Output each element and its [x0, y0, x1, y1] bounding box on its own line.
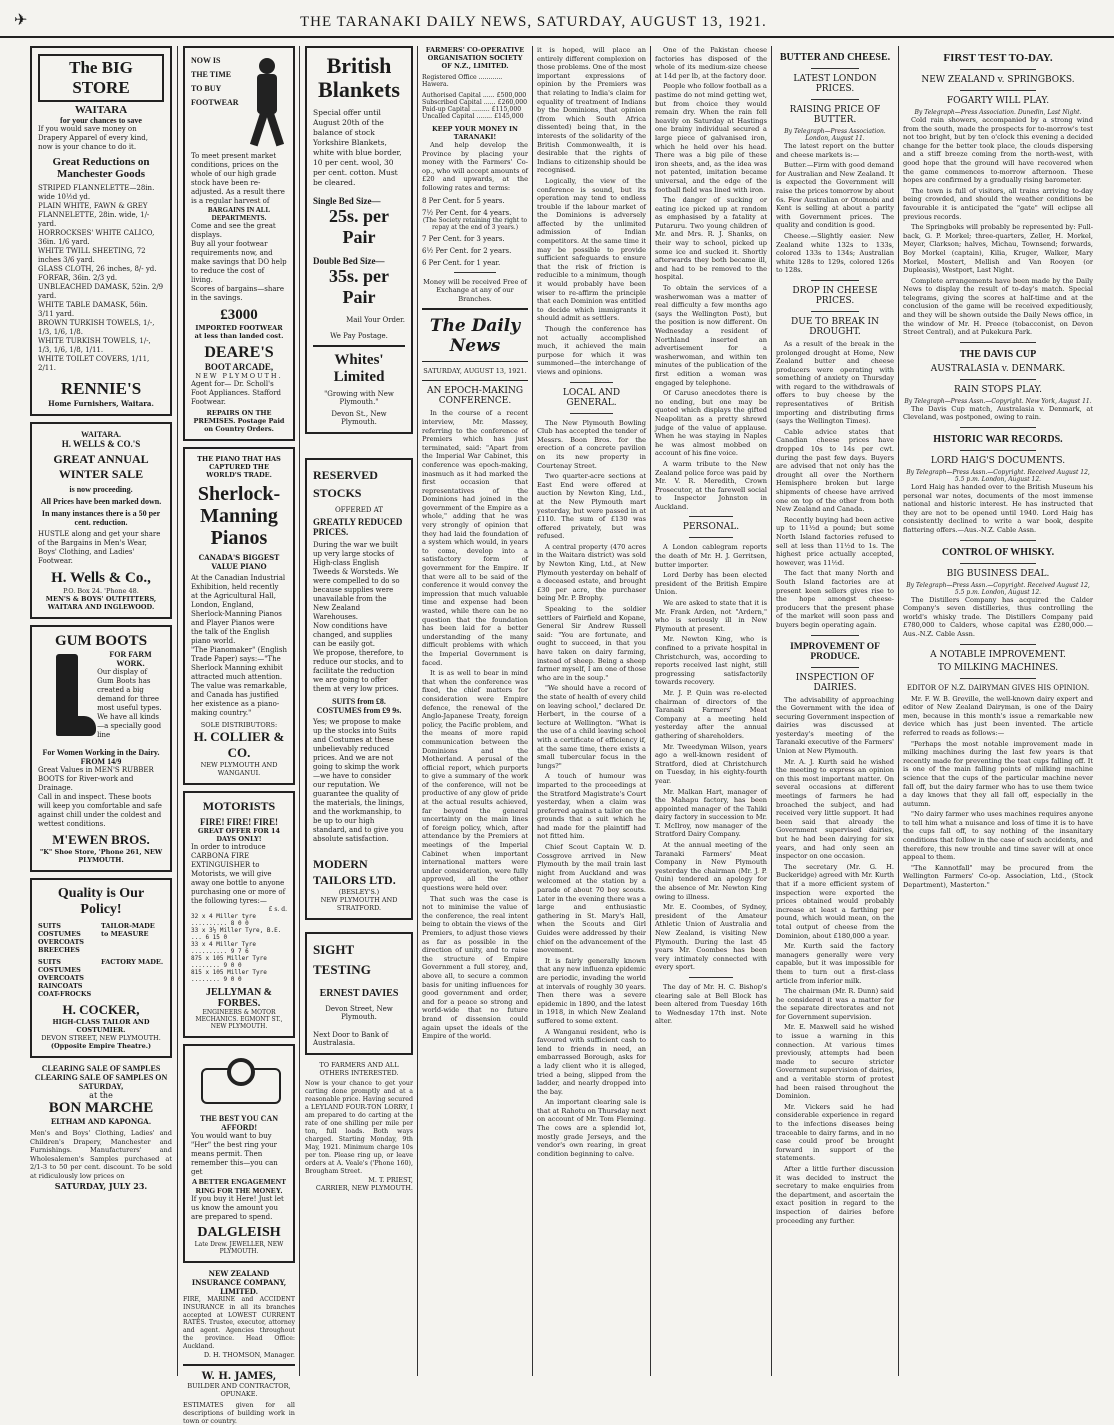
big-store-item: WHITE TURKISH TOWELS, 1/-, 1/3, 1/6, 1/8, 1/11.: [38, 337, 151, 354]
column-rule: [417, 46, 418, 1376]
milking-paragraph: Mr. F. W. B. Greville, the well-known dairy expert and editor of New Zealand Dairyman, is one of the Dairy men, because in this month's issue a remarkable new device which has just been invented. The article referred to reads as follows:—: [903, 694, 1093, 737]
gum-boots-title: GUM BOOTS: [54, 633, 148, 649]
big-store-item: STRIPED FLANNELETTE—28in. wide 10½d yd.: [38, 184, 155, 201]
tyre-row: 33 x 3½ Miller Tyre, B.E. ... 6 15 0: [191, 927, 282, 941]
deares-boot-arcade: BOOT ARCADE,: [204, 362, 274, 372]
column-rule: [532, 46, 533, 1376]
wells-hustle: HUSTLE along and get your share of the Bargains in Men's Wear, Boys' Clothing, and Ladies' Footwear.: [38, 530, 161, 565]
rule: [454, 272, 496, 273]
drought-paragraph: As a result of the break in the prolonged drought at Home, New Zealand butter and cheese producers were operating with something of anxiety on Thursday with regard to the withdrawals of offers to buy cheese by the representatives of British importing and distributing firms (says the Wellington Times).: [776, 339, 894, 426]
bon-marche-clearing: CLEARING SALE OF SAMPLES CLEARING SALE OF SAMPLES ON SATURDAY,: [34, 1064, 168, 1091]
big-store-item: UNBLEACHED DAMASK, 52in. 2/9 yard.: [38, 283, 164, 300]
ernest-davies-address: Devon Street, New Plymouth.: [325, 1005, 393, 1021]
sherlock-logo: Sherlock-Manning Pianos: [197, 483, 281, 549]
james-estimates: ESTIMATES given for all descriptions of building work in town or country.: [183, 1400, 295, 1425]
big-store-item: WHITE TWILL SHEETING, 72 inches 3/6 yard.: [38, 247, 146, 264]
rennies-logo: RENNIE'S: [60, 379, 142, 398]
rule: [689, 516, 734, 517]
whites-address: Devon St., New Plymouth.: [331, 410, 387, 426]
column-rule: [898, 46, 899, 1376]
whites-single-label: Single Bed Size—: [313, 196, 381, 206]
haig-byline: By Telegraph—Press Assn.—Copyright. Received August 12, 5.5 p.m. London, August 12.: [906, 469, 1090, 484]
test-paragraph: Complete arrangements have been made by the Daily News to display the result of to-day's match. Special telegrams, giving the scores at half-time and at the conclusion of the game will be received expeditiously, and they will be shown outside the Daily News office, in the window of Mr. H. Preece (tobacconist, on Devon Street Central), and at Pukekura Park.: [903, 276, 1093, 337]
whites-logo: Whites' Limited: [333, 352, 385, 385]
deares-repairs: REPAIRS ON THE PREMISES. Postage Paid on Country Orders.: [193, 409, 285, 433]
ad-divider: [313, 345, 405, 347]
butter-cheese-headline: BUTTER AND CHEESE.: [779, 52, 891, 63]
mcewen-logo: M'EWEN BROS.: [52, 832, 150, 847]
big-store-item: WHITE TABLE DAMASK, 56in. 3/11 yard.: [38, 301, 148, 318]
masthead-title: THE TARANAKI DAILY NEWS, SATURDAY, AUGUST 13, 1921.: [300, 14, 767, 30]
reserved-text-3: We propose, therefore, to reduce our stocks, and to facilitate the reduction we are going to offer them at very low prices.: [313, 649, 404, 693]
drought-paragraph: Recently buying had been active up to 11½d a pound; but some North Island factories refused to sell at less than 11½d to 1s. The highest price actually accepted, however, was 11½d.: [776, 515, 894, 567]
dalgleish-sub: Late Drew. JEWELLER, NEW PLYMOUTH.: [194, 1241, 284, 1255]
reserved-offered: OFFERED AT: [334, 506, 384, 514]
editorial-paragraph: That such was the case is not to minimise the value of the conference, the real intent being to obtain the views of the Premiers, to adjust those views as far as possible in the direction of unity, and to raise the structure of Empire Government a full storey, and, above all, to secure a common basis for uniting influences for good government and order, and for a peace so strong and world-wide that no future brand of dissension could again upset the ideals of the Empire of the world.: [422, 894, 528, 1041]
big-store-chance: for your chances to save: [60, 116, 142, 125]
rule: [811, 635, 858, 636]
milking-subhead: TO MILKING MACHINES.: [937, 662, 1059, 673]
gum-boots-inspect: Call in and inspect. These boots will keep you comfortable and safe against chill under the coldest and wettest conditions.: [38, 793, 162, 828]
gum-boots-farm-work: FOR FARM WORK.: [109, 650, 152, 668]
cocker-factory-list: SUITS COSTUMES OVERCOATS RAINCOATS COAT-FROCKS: [38, 958, 92, 998]
wells-winter-sale: GREAT ANNUAL WINTER SALE: [53, 452, 149, 481]
cocker-logo: H. COCKER,: [62, 1002, 140, 1017]
reserved-stocks: RESERVED STOCKS: [313, 468, 378, 500]
wells-ad: [30, 422, 172, 619]
rule: [960, 427, 1036, 428]
wells-name: H. WELLS & CO.'S: [61, 439, 141, 449]
daily-news-date: SATURDAY, AUGUST 13, 1921.: [423, 367, 527, 376]
priest-text: Now is your chance to get your carting done promptly and at a reasonable price. Having secured a LEYLAND FOUR-TON LORRY, I am prepared to do carting at the rate of one shilling per mile per ton, full loads. Both ways charged. Starting Monday, 9th May, 1921. Minimum charge 10s per ton. Please ring up, or leave orders at A. Veale's ('Phone 160), Brougham Street.: [305, 1080, 413, 1175]
personal-paragraph: Mr. Tweedyman Wilson, years ago a well-known resident of Stratford, died at Christchurch on Tuesday, in his eighty-fourth year.: [655, 742, 767, 785]
column-rule: [177, 46, 178, 1376]
test-paragraph: Cold rain showers, accompanied by a strong wind from the south, made the prospects for to-morrow's test not too bright, but by ten o'clock this evening a decided change for the better took place, the clouds dispersing and a stiff breeze coming from the north-west, with good hope that the ground will have recovered when the game commences to-morrow afternoon. These hopes are confirmed by a gradually rising barometer.: [903, 116, 1093, 185]
cocker-tailor-made: TAILOR-MADE to MEASURE: [101, 922, 155, 938]
column-1-ads: [30, 46, 172, 1376]
masthead-ornament-icon: ✈: [14, 10, 28, 29]
ad-divider: [183, 1364, 295, 1366]
inspection-paragraph: Mr. A. J. Kurth said he wished the meeting to express an opinion on this most important matter. On several occasions at different meetings of farmers he had broached the subject, and had received very little support. It had been said that already the Government supervised dairies, but he had been dairying for six years, and had only seen an inspector on one occasion.: [776, 757, 894, 861]
improvement-headline: IMPROVEMENT OF PRODUCE.: [790, 641, 880, 662]
farmers-rate: 7 Per Cent. for 3 years.: [422, 234, 505, 243]
local-paragraph: An important clearing sale is that at Rahotu on Thursday next on account of Mr. Tom Fleming. The cows are a splendid lot, mostly grade Jerseys, and the vendor's own rearing, in great condition beginning to calve.: [537, 1098, 646, 1158]
big-store-item: WHITE TOILET COVERS, 1/11, 2/11.: [38, 355, 150, 372]
rule: [960, 644, 1036, 645]
whites-text: Special offer until August 20th of the balance of stock Yorkshire Blankets, white with blue border, 10 per cent. wool, 30 per cent. cotton. Must be cleared.: [313, 108, 402, 187]
nz-insurance-text: FIRE, MARINE and ACCIDENT INSURANCE in all its branches accepted at LOWEST CURRENT RATES. Trustee, executor, attorney and agent. Agencies throughout the province. Head Office: Auckland.: [183, 1296, 295, 1350]
ernest-davies-next-door: Next Door to Bank of Australasia.: [313, 1031, 389, 1047]
tyre-row: 33 x 4 Miller Tyre .......... 9 7 6: [191, 941, 257, 955]
davis-cup-headline: THE DAVIS CUP: [959, 348, 1037, 360]
farmers-society-note: (The Society retaining the right to repay at the end of 3 years.): [422, 216, 528, 231]
local-paragraph: Chief Scout Captain W. D. Cossgrove arrived in New Plymouth by the mail train last night from Auckland and was welcomed at the station by a parade of about 70 boy scouts. Later in the evening there was a large and enthusiastic gathering in St. Mary's Hall, when the Scouts and Girl Guides were addressed by their chief on the advancement of the movement.: [537, 843, 646, 955]
rain-subhead: RAIN STOPS PLAY.: [953, 384, 1042, 395]
butter-byline: By Telegraph—Press Association. London, August 11.: [784, 128, 886, 142]
farmers-registered: Registered Office ............ Hawera.: [422, 74, 503, 88]
deares-ad: [183, 46, 295, 441]
cocker-quality: Quality is Our Policy!: [57, 886, 145, 917]
wells-box: P.O. Box 24. 'Phone 48.: [63, 587, 139, 595]
big-store-intro: If you would save money on Drapery Apparel of every kind, now is your chance to do it.: [38, 125, 148, 151]
column-7-produce: [776, 46, 894, 1376]
rule: [960, 90, 1036, 91]
rule: [811, 99, 858, 100]
column-6-personal: [655, 46, 767, 1376]
personal-paragraph: At the annual meeting of the Taranaki Farmers' Meat Company in New Plymouth yesterday the chairman (Mr. J. P. Quin) tendered an apology for the absence of Mr. Newton King owing to illness.: [655, 841, 767, 901]
rule: [960, 342, 1036, 343]
bon-marche-town: ELTHAM AND KAPONGA.: [50, 1117, 152, 1126]
priest-name: M. T. PRIEST,: [368, 1176, 413, 1184]
masthead-divider: [422, 308, 528, 310]
davis-byline: By Telegraph—Press Assn.—Copyright. New York, August 11.: [904, 397, 1092, 405]
whites-double-price: 35s. per Pair: [329, 266, 389, 307]
dalgleish-if: If you buy it Here! Just let us know the amount you are prepared to spend.: [191, 1195, 284, 1221]
inspection-paragraph: Mr. E. Maxwell said he wished to issue a warning in this connection. At various times previously, attempts had been made to secure stricter Government supervision of dairies, and a veritable storm of protest had been raised throughout the Dominion.: [776, 1023, 894, 1101]
tyre-row: 32 x 4 Miller tyre .......... 8 0 0: [191, 913, 257, 927]
local-paragraph: One of the Pakistan cheese factories has disposed of the whole of its medium-size cheese at 14d per lb, at the factory door.: [655, 46, 767, 80]
dalgleish-better: A BETTER ENGAGEMENT RING FOR THE MONEY.: [191, 1177, 287, 1195]
rule: [811, 311, 858, 312]
collier-address: NEW PLYMOUTH AND WANGANUI.: [200, 761, 278, 777]
bon-marche-date: SATURDAY, JULY 23.: [54, 1180, 148, 1191]
rule: [811, 68, 858, 69]
rule: [960, 563, 1036, 564]
whites-growing: "Growing with New Plymouth.": [324, 390, 394, 406]
local-paragraph: A touch of humour was imparted to the proceedings at the Stratford Magistrate's Court yesterday, when a claim was preferred against a tailor on the grounds that a suit which he had made for the plaintiff had not fitted him.: [537, 772, 646, 841]
nz-insurance-ad: [183, 1269, 295, 1425]
motorists-ad: [183, 791, 295, 1038]
personal-paragraph: Mr. Newton King, who is confined to a private hospital in Christchurch, was, according to reports received last night, still progressing satisfactorily towards recovery.: [655, 635, 767, 687]
deares-scores: Scores of bargains—share in the savings.: [191, 285, 285, 302]
motorists-offer: GREAT OFFER FOR 14 DAYS ONLY!: [197, 827, 281, 843]
whites-single-price: 25s. per Pair: [329, 206, 389, 247]
rule: [570, 382, 614, 383]
nz-v-springboks-subhead: NEW ZEALAND v. SPRINGBOKS.: [921, 75, 1075, 85]
rule: [960, 450, 1036, 451]
butter-paragraph: Butter.—Firm with good demand for Australian and New Zealand. It is expected the Government will raise the prices tomorrow by about 6s. Few Australian or Otomobi and Kent is selling at about a parity with Government prices. The quality and condition is good.: [776, 161, 894, 230]
rule: [960, 540, 1036, 541]
big-store-item: GLASS CLOTH, 26 inches, 8/- yd.: [38, 265, 157, 273]
notable-subhead: A NOTABLE IMPROVEMENT.: [930, 649, 1066, 660]
big-deal-subhead: BIG BUSINESS DEAL.: [946, 568, 1050, 579]
wells-logo: H. Wells & Co.,: [51, 570, 151, 586]
editor-subhead: EDITOR OF N.Z. DAIRYMAN GIVES HIS OPINION.: [906, 683, 1090, 692]
inspection-paragraph: The secretary (Mr. G. H. Buckeridge) agreed with Mr. Kurth that if a more efficient system of inspection were exported the prices obtained would probably increase at least a farthing per pound, which would mean, on the total output of cheese from the Dominion, about £180,000 a year.: [776, 862, 894, 940]
deares-imported: IMPORTED FOOTWEAR at less than landed cost.: [194, 324, 284, 340]
local-paragraph: Speaking to the soldier settlers of Fairfield and Kopane, General Sir Andrew Russell said: "You are fortunate, and ought to succeed, in that you have taken on dairy farming, instead of sheep. Being a sheep farmer myself, I am one of those who are in the soup.": [537, 605, 646, 682]
column-3-ads: [305, 46, 413, 1376]
big-store-logo: The BIG STORE: [38, 54, 164, 102]
inspection-paragraph: Mr. Vickers said he had considerable experience in regard to the infections diseases being traceable to dairy farms, and in no case could proof be brought forward in support of the statements.: [776, 1102, 894, 1163]
latest-prices-subhead: LATEST LONDON PRICES.: [793, 74, 877, 94]
whisky-byline: By Telegraph—Press Assn.—Copyright. Received August 12, 5.5 p.m. London, August 12.: [906, 581, 1090, 596]
bon-marche-logo: BON MARCHE: [48, 1100, 154, 1116]
modern-tailors-ad: [305, 458, 413, 920]
motorists-title: MOTORISTS: [202, 799, 276, 813]
rule: [811, 667, 858, 668]
inspection-paragraph: After a little further discussion it was decided to instruct the secretary to make enquiries from the department, and ascertain the exact position in regard to the inspection of dairies before proceeding any further.: [776, 1164, 894, 1225]
column-2-ads: [183, 46, 295, 1425]
masthead-divider: [422, 380, 528, 381]
jellyman-logo: JELLYMAN & FORBES.: [205, 987, 273, 1009]
column-rule: [650, 46, 651, 1376]
butter-paragraph: Cheese.—Slightly easier. New Zealand white 132s to 133s, colored 133s to 134s; Australian white 128s to 129s, colored 126s to 128s.: [776, 231, 894, 275]
davis-cup-subhead: AUSTRALASIA v. DENMARK.: [930, 363, 1066, 374]
motorists-text: In order to introduce CARBONA FIRE EXTINGUISHER to Motorists, we will give away one bottle to anyone purchasing one or more of the following tyres:—: [191, 843, 286, 905]
fogarty-subhead: FOGARTY WILL PLAY.: [946, 96, 1050, 106]
personal-paragraph: The day of Mr. H. C. Bishop's clearing sale at Bell Block has been altered from Tuesday 16th to Wednesday 17th inst. Note alter.: [655, 982, 767, 1026]
gum-boots-text: Our display of Gum Boots has created a big demand for three most useful types.: [97, 668, 162, 712]
masthead: [0, 0, 1114, 38]
personal-paragraph: Mr. J. P. Quin was re-elected chairman of directors of the Taranaki Farmers' Meat Company at a meeting held yesterday after the annual gathering of shareholders.: [655, 688, 767, 740]
local-paragraph: "We should have a record of the state of health of every child on leaving school," declared Dr. Herbert, in the course of a lecture at Wellington. "What is the use of a child leaving school with a certificate of efficiency if, at the same time, there exists a small tubercular focus in the lungs?": [537, 684, 646, 770]
gum-boots-ad: [30, 625, 172, 872]
big-store-item: HORROCKSES' WHITE CALICO, 36in. 1/6 yard.: [38, 229, 155, 246]
big-store-reductions: Great Reductions on Manchester Goods: [52, 156, 150, 180]
farmers-keep-money: KEEP YOUR MONEY IN TARANAKI!: [432, 125, 518, 141]
haig-subhead: LORD HAIG'S DOCUMENTS.: [930, 456, 1066, 467]
rule: [960, 69, 1036, 70]
local-paragraph: People who follow football as a pastime do not mind getting wet, but from choice they would remain dry. When the rain fell heavily on Saturday at Hastings one brainy individual secured a large piece of galvanised iron, which he held over his head. There was a big pile of these iron sheets, and, as the idea was not patented, imitation became universal, and the edge of the football field was lined with iron.: [655, 82, 767, 194]
personal-headline: PERSONAL.: [682, 522, 740, 533]
historic-records-headline: HISTORIC WAR RECORDS.: [933, 434, 1063, 446]
whisky-headline: CONTROL OF WHISKY.: [941, 546, 1055, 558]
inspection-paragraph: The chairman (Mr. R. Dunn) said he considered it was a matter for the separate directorates and not for Government supervision.: [776, 987, 894, 1021]
column-5-local: [537, 46, 646, 1376]
farmers-keep-text: And help develop the Province by placing your money with the Farmers' Co-op., who will accept amounts of £20 and upwards, at the following rates and terms:: [422, 141, 528, 192]
sherlock-pianomaker: "The Pianomaker" (English Trade Paper) says:—"The Sherlock Manning exhibit attracted much attention. The value was remarkable, and Canada has justified her existence as a piano-making country.": [191, 646, 288, 717]
reserved-greatly: GREATLY REDUCED PRICES.: [313, 517, 403, 537]
farmers-capital: Uncalled Capital ........ £145,000: [422, 113, 524, 120]
rule: [960, 678, 1036, 679]
farmers-title: FARMERS' CO-OPERATIVE ORGANISATION SOCIETY OF N.Z., LIMITED.: [425, 46, 525, 70]
drop-cheese-headline: DROP IN CHEESE PRICES.: [792, 285, 878, 306]
big-store-item: PLAIN WHITE, FAWN & GREY FLANNELETTE, 28in. wide, 1/- yard.: [38, 202, 150, 228]
modern-address: NEW PLYMOUTH AND STRATFORD.: [320, 896, 398, 912]
wells-outfitters: MEN'S & BOYS' OUTFITTERS, WAITARA AND INGLEWOOD.: [45, 595, 157, 611]
local-paragraph: The danger of sucking or eating ice picked up at random as emphasised by a fatality at Putaruru. Two young children of Mr. and Mrs. R. J. Shanks, on their way to school, picked up some ice and sucked it. Shortly afterwards they both became ill, and had to be removed to the hospital.: [655, 196, 767, 282]
editorial-paragraph: it is hoped, will place an entirely different complexion on those problems. One of the most important expressions of opinion by the Premiers was that relating to India's claim for equality of treatment of Indians by the Dominions, that opinion (from which South Africa dissented) being that, in the interests of the solidarity of the British Commonwealth, it is desirable that the rights of Indians to citizenship should be recognised.: [537, 46, 646, 175]
rennies-tagline: Home Furnishers, Waitara.: [48, 399, 154, 408]
whites-double-label: Double Bed Size—: [313, 256, 385, 266]
whites-postage: We Pay Postage.: [330, 332, 388, 340]
sherlock-ad: [183, 447, 295, 785]
sherlock-text: At the Canadian Industrial Exhibition, held recently at the Agricultural Hall, London, England, Sherlock-Manning Pianos and Player Pianos were the talk of the English piano world.: [191, 574, 286, 645]
local-paragraph: A warm tribute to the New Zealand police force was paid by Mr. V. R. Meredith, Crown Prosecutor, at the farewell social to Inspector Johnston in Auckland.: [655, 459, 767, 511]
big-store-item: BROWN TURKISH TOWELS, 1/-, 1/3, 1/6, 1/8.: [38, 319, 155, 336]
daily-news-masthead: The Daily News: [429, 316, 521, 357]
local-general-headline: LOCAL AND GENERAL.: [562, 387, 621, 408]
reserved-text-2: Now conditions have changed, and supplies can be easily got.: [313, 622, 393, 648]
deares-come-see: Come and see the great displays.: [191, 222, 276, 239]
milking-paragraph: "Perhaps the most notable improvement made in milking machines during the last few years is that recently made for preventing the teat cups falling off. It is one of the main falling points of milking machine science that the cups of the particular machine never fall off, but the dairy farmer who has to use them twice a day knows that they all fall off, especially in the autumn.: [903, 739, 1093, 808]
milking-paragraph: "No dairy farmer who uses machines requires anyone to tell him what a nuisance and loss of time it is to have the cups fall off, to say nothing of the insanitary conditions that follow in the case of such accidents, and therefore, this new trouble and time saver will at once appeal to them.: [903, 810, 1093, 862]
cocker-address: DEVON STREET, NEW PLYMOUTH.: [41, 1034, 161, 1042]
column-8-cables: [903, 46, 1093, 1376]
personal-paragraph: Lord Derby has been elected president of the British Empire Union.: [655, 571, 767, 597]
big-store-item: FORFAR, 36in. 2/3 yd.: [38, 274, 118, 282]
editorial-headline: AN EPOCH-MAKING CONFERENCE.: [426, 386, 524, 407]
gum-boots-women: For Women Working in the Dairy. FROM 14/9: [42, 748, 160, 766]
reserved-text: During the war we built up very large stocks of High-class English Tweeds & Worsteds. We were compelled to do so because supplies were unavailable from the New Zealand Warehouses.: [313, 541, 400, 621]
farmers-capital: Paid-up Capital ......... £115,000: [422, 106, 522, 113]
james-sub: BUILDER AND CONTRACTOR, OPUNAKE.: [187, 1381, 291, 1398]
farmers-remit: Money will be received Free of Exchange at any of our Branches.: [423, 277, 527, 303]
deares-logo: DEARE'S: [204, 344, 274, 361]
tyre-row: 815 x 105 Miller Tyre ........ 9 0 0: [191, 969, 267, 983]
davis-paragraph: The Davis Cup match, Australasia v. Denmark, at Cleveland, was postponed, owing to rain.: [903, 404, 1093, 422]
deares-now-time: NOW IS THE TIME TO BUY FOOTWEAR: [191, 56, 239, 107]
whites-ad: [305, 46, 413, 434]
editorial-paragraph: It is as well to bear in mind that when the conference was fixed, the chief matters for consideration were Empire defence, the renewal of the Anglo-Japanese Treaty, foreign policy, the Pacific problem, and the means of more rapid communication between the Dominions and the Motherland. A perusal of the official report, which purports to give a summary of the work of the conference, will not be productive of any glow of pride at the actual results achieved, far beyond the general uncertainty on the main lines of foreign policy, which, after attendance by the Premiers at meetings of the Imperial Cabinet when important international matters were under consideration, were fully approved, all the other questions were held over.: [422, 669, 528, 892]
wells-instances: In many instances there is a 50 per cent. reduction.: [41, 509, 161, 527]
walking-man-icon: [239, 58, 287, 148]
haig-paragraph: Lord Haig has handed over to the British Museum his personal war notes, documents of the most immense national and historic interest. He has instructed that they are not to be opened until 1940. Lord Haig has consistently declined to write a war book, despite flattering offers.—Aus.-N.Z. Cable Assn.: [903, 483, 1093, 534]
rule: [689, 537, 734, 538]
deares-imported-amount: £3000: [220, 307, 258, 323]
farmers-rate: 6 Per Cent. for 1 year.: [422, 258, 501, 267]
sherlock-canada: CANADA'S BIGGEST VALUE PIANO: [198, 553, 280, 571]
farmers-capital: Subscribed Capital ...... £260,000: [422, 99, 528, 106]
james-logo: W. H. JAMES,: [201, 1370, 277, 1382]
whites-mail: Mail Your Order.: [346, 316, 405, 324]
bon-marche-at: at the: [89, 1091, 113, 1100]
local-paragraph: The New Plymouth Bowling Club has accepted the tender of Messrs. Boon Bros. for the erection of a concrete pavilion on its new property in Courtenay Street.: [537, 418, 646, 470]
local-paragraph: It is fairly generally known that any new influenza epidemic are periodic, invading the world at intervals of roughly 30 years. Then there was a severe epidemic in 1890, and the latest in 1918, in which New Zealand suffered to some extent.: [537, 956, 646, 1025]
collier-logo: H. COLLIER & CO.: [193, 729, 285, 760]
test-paragraph: The Springboks will probably be represented by: Full-back, G. P. Morkel; three-quarters, Zeller, H. Morkel, Meyer, Clarkson; halves, Michau, Townsend; forwards, Boy Morkel (captain), Kilia, Kruger, Walker, Mary Morkel, Mostert, Mellish and Van Rooyen (or Dupleasis), Westport, Last Night.: [903, 223, 1093, 275]
big-store-ad: [30, 46, 172, 416]
priest-sub: CARRIER, NEW PLYMOUTH.: [315, 1184, 413, 1192]
farmers-rate: 8 Per Cent. for 5 years.: [422, 196, 505, 205]
dalgleish-best: THE BEST YOU CAN AFFORD!: [199, 1114, 279, 1132]
deares-buy-all: Buy all your footwear requirements now, and make savings that DO help to reduce the cost of living.: [191, 240, 287, 284]
editorial-paragraph: In the course of a recent interview, Mr. Massey, referring to the conference of Premiers which has just terminated, said: "Apart from the Imperial War Cabinet, this conference was epoch-making, inasmuch as it had marked the first occasion that representatives of the Dominions had joined in the government of the Empire as a whole," adding that he was very strongly of opinion that they had laid the foundation of a system which would, in years to come, develop into a satisfactory form of government for the Empire. If that were all to be said of the conference it would convey the impression that much valuable time and expense had been wasted, while there can be no question that the foundation has been laid for a better understanding of the many difficult problems with which the Imperial Government is faced.: [422, 409, 528, 667]
cocker-factory-made: FACTORY MADE.: [101, 958, 164, 966]
local-paragraph: Of Caruso anecdotes there is no ending, but one may be quoted which displays the gifted Neapolitan as a pretty shrewd judge of the value of applause. When he was staying in Naples he was almost mobbed on account of his fine voice.: [655, 389, 767, 458]
drought-paragraph: The fact that many North and South Island factories are at present keen sellers gives rise to the hope amongst cheese-producers that the present phase of the market will soon pass and buyers begin operating again.: [776, 569, 894, 629]
dalgleish-ad: [183, 1044, 295, 1263]
reserved-text-4: Yes; we propose to make up the stocks into Suits and Costumes at these unbelievably reduced prices. And we are not going to skimp the work—we have to consider our reputation. We guarantee the quality of the materials, the linings, and the workmanship, to be up to our high standard, and to give you absolute satisfaction.: [313, 718, 405, 843]
reserved-suits-from: SUITS from £8. COSTUMES from £9 9s.: [316, 697, 402, 715]
nz-insurance-manager: D. H. THOMSON, Manager.: [203, 1350, 295, 1359]
test-paragraph: The town is full of visitors, all trains arriving to-day being crowded, and should the weather conditions be favourable it is anticipated the "gate" will eclipse all previous records.: [903, 186, 1093, 221]
cocker-opposite: (Opposite Empire Theatre.): [50, 1042, 152, 1050]
farmers-rate: 7½ Per Cent. for 4 years.: [422, 208, 512, 217]
ernest-davies-ad: [305, 932, 413, 1055]
wells-all-prices: All Prices have been marked down.: [40, 497, 162, 506]
sherlock-sole: SOLE DISTRIBUTORS:: [200, 721, 278, 729]
personal-paragraph: A London cablegram reports the death of Mr. H. J. Gerritsen, butter importer.: [655, 543, 767, 569]
big-store-town: WAITARA: [74, 104, 128, 116]
gum-boot-icon: [38, 654, 97, 744]
modern-tailors-logo: MODERN TAILORS LTD.: [313, 857, 396, 887]
sherlock-capture: THE PIANO THAT HAS CAPTURED THE WORLD'S TRADE.: [197, 455, 281, 479]
wells-town: WAITARA.: [80, 430, 122, 439]
local-paragraph: A central property (470 acres in the Waitara district) was sold by Newton King, Ltd., at New Plymouth yesterday on behalf of a deceased estate, and brought £30 per acre, the purchaser being Mr. P. Brophy.: [537, 542, 646, 603]
masthead-divider: [422, 361, 528, 362]
test-byline: By Telegraph—Press Association. Dunedin, Last Night.: [914, 109, 1082, 116]
inspection-paragraph: The advisability of approaching the Government with the idea of securing Government inspection of dairies was discussed at yesterday's meeting of the Taranaki executive of the Farmers' Union at New Plymouth.: [776, 695, 894, 756]
personal-paragraph: Mr. Malkan Hart, manager of the Mahapu factory, has been appointed manager of the Tahiki dairy factory in succession to Mr. T. McIlroy, now manager of the Stratford Dairy Company.: [655, 787, 767, 839]
inspection-paragraph: Mr. Kurth said the factory managers generally were very capable, but it was impossible for them to turn out a first-class article from inferior milk.: [776, 942, 894, 985]
local-paragraph: Two quarter-acre sections at East End were offered at auction by Newton King, Ltd., at the New Plymouth mart yesterday, but were passed in at £110. The sum of £130 was offered privately, but was refused.: [537, 472, 646, 541]
drought-subhead: DUE TO BREAK IN DROUGHT.: [791, 316, 879, 337]
personal-paragraph: Mr. E. Coombes, of Sydney, president of the Amateur Athletic Union of Australia and New Zealand, is visiting New Plymouth. During the last 45 years Mr. Coombes has been very intimately connected with every sport.: [655, 903, 767, 972]
deares-town: NEW PLYMOUTH.: [195, 372, 283, 380]
local-paragraph: To obtain the services of a washerwoman was a matter of real difficulty a few months ago (says the Wellington Post), but the position is now different. On Wednesday a resident of Northland inserted an advertisement for a washerwoman, and within ten minutes of the publication of the first edition a woman was engaged by telephone.: [655, 284, 767, 387]
personal-paragraph: We are asked to state that it is Mr. Frank Arden, not "Ardern," who is seriously ill in New Plymouth at present.: [655, 599, 767, 633]
whisky-paragraph: The Distillers Company has acquired the Calder Company's seven distilleries, thus controlling the world's whisky trade. The Distillers Company paid £780,000 to Calders, whose capital was £280,000.—Aus.-N.Z. Cable Assn.: [903, 595, 1093, 638]
dalgleish-logo: DALGLEISH: [197, 1225, 281, 1240]
sight-testing: SIGHT TESTING: [313, 942, 371, 977]
priest-title: TO FARMERS AND ALL OTHERS INTERESTED.: [319, 1061, 399, 1077]
tyre-row: 875 x 105 Miller Tyre ........ 9 0 0: [191, 955, 267, 969]
dalgleish-text: You would want to buy "Her" the best ring your means permit. Then remember this—you can get: [191, 1132, 278, 1176]
deares-text: To meet present market conditions, prices on the whole of our high grade stock have been re-adjusted. As a result there is a regular harvest of: [191, 152, 285, 205]
whites-british-blankets: British Blankets: [318, 53, 400, 102]
bon-marche-text: Men's and Boys' Clothing, Ladies' and Children's Drapery, Manchester and Furnishings. Manufacturers' and Wholesalemen's Samples purchased at 2/1-3 to 50 per cent. discount. To be sold at ridiculously low prices on: [30, 1129, 172, 1180]
mcewen-address: "K" Shoe Store, 'Phone 261, NEW PLYMOUTH.: [39, 848, 163, 864]
deares-bargains: BARGAINS IN ALL DEPARTMENTS.: [207, 206, 271, 222]
wells-proceeding: is now proceeding.: [69, 485, 133, 494]
deares-agent: Agent for— Dr. Scholl's Foot Appliances. Stafford Footwear.: [191, 380, 282, 406]
butter-paragraph: The latest report on the butter and cheese markets is:—: [776, 142, 894, 159]
tyre-table-header: £ s. d.: [268, 906, 287, 913]
modern-besleys: (BESLEY'S.): [338, 888, 380, 896]
cocker-ad: [30, 878, 172, 1058]
bon-marche-ad: [30, 1064, 172, 1191]
editorial-paragraph: Though the conference has not actually accomplished much, it achieved the main purpose for which it was summoned—the interchange of views and opinions.: [537, 325, 646, 376]
first-test-headline: FIRST TEST TO-DAY.: [943, 52, 1053, 64]
rule: [811, 280, 858, 281]
rule: [689, 977, 734, 978]
milking-paragraph: "The Kannotfall" may be procured from the Wellington Farmers' Co-op. Association, Ltd., (Stock Department), Masterton.": [903, 863, 1093, 890]
farmers-capital: Authorised Capital ...... £500,000: [422, 92, 527, 99]
farmers-rate: 6½ Per Cent. for 2 years.: [422, 246, 512, 255]
column-4-editorial: [422, 46, 528, 1376]
column-rule: [299, 46, 300, 1376]
editorial-paragraph: Logically, the view of the conference is sound, but its operation may tend to endless trouble if the labour market of the Dominions is adversely affected by the unlimited admission of Indian competitors. At the same time it may be possible to provide sufficient safeguards to ensure that the risk of friction is reducible to a minimum, though it would probably have been wiser to re-affirm the principle that each Dominion was entitled to decide which immigrants it should admit as settlers.: [537, 176, 646, 323]
raising-price-subhead: RAISING PRICE OF BUTTER.: [789, 105, 881, 125]
motorists-fire: FIRE! FIRE! FIRE!: [200, 817, 278, 827]
priest-ad: [305, 1061, 413, 1192]
column-rule: [771, 46, 772, 1376]
rule: [960, 379, 1036, 380]
cocker-tailor-list: SUITS COSTUMES OVERCOATS BREECHES: [38, 922, 85, 954]
local-paragraph: A Wanganui resident, who is favoured with sufficient cash to lend to friends in need, an embarrassed Borough, asks for a lady client who it is alleged, tried a being, slipped from the ladder, and nearly dropped into the bay.: [537, 1027, 646, 1096]
drought-paragraph: Cable advice states that Canadian cheese prices have dropped 10s to 14s per cwt. during the past few days. Buyers are advised that not only has the drought all over the Northern Hemisphere broken but large shipments of cheese have arrived one on top of the other from both New Zealand and Canada.: [776, 427, 894, 514]
cocker-subtitle: HIGH-CLASS TAILOR AND COSTUMIER.: [52, 1018, 150, 1034]
inspection-subhead: INSPECTION OF DAIRIES.: [795, 672, 875, 693]
rule: [570, 413, 614, 414]
nz-insurance-title: NEW ZEALAND INSURANCE COMPANY, LIMITED.: [191, 1269, 287, 1296]
jellyman-sub: ENGINEERS & MOTOR MECHANICS. EGMONT ST., NEW PLYMOUTH.: [195, 1009, 283, 1030]
engagement-ring-icon: [191, 1058, 291, 1108]
gum-boots-kinds: We have all kinds—a specially good line: [97, 713, 162, 739]
ernest-davies-logo: ERNEST DAVIES: [319, 988, 399, 999]
gum-boots-values: Great Values in MEN'S RUBBER BOOTS for River-work and Drainage.: [38, 766, 154, 792]
